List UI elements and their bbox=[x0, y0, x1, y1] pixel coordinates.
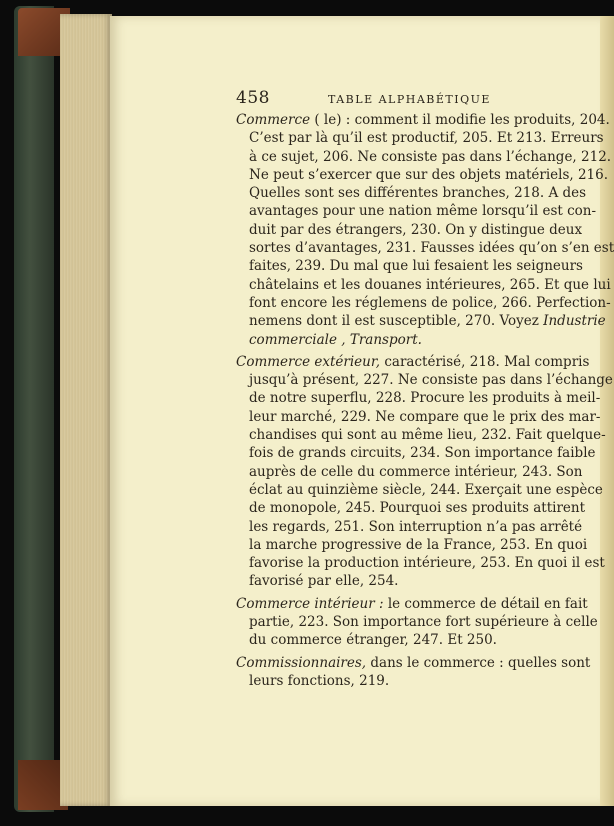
text-run: le commerce de détail en fait bbox=[383, 595, 588, 612]
text-run: Ne peut s’exercer que sur des objets matériels, 216. bbox=[249, 166, 609, 183]
index-line bbox=[236, 184, 587, 202]
index-line bbox=[236, 276, 611, 294]
text-run: ( le) : comment il modifie les produits, 204. bbox=[310, 112, 610, 128]
text-run: favorisé par elle, 254. bbox=[249, 573, 399, 590]
page-edges bbox=[60, 14, 112, 806]
text-run: de notre superflu, 228. Procure les produits à meil- bbox=[249, 390, 601, 407]
page-header bbox=[236, 88, 556, 112]
text-run: du commerce étranger, 247. Et 250. bbox=[249, 632, 497, 649]
index-entry bbox=[236, 353, 613, 591]
text-run: leurs fonctions, 219. bbox=[249, 672, 390, 689]
index-line bbox=[236, 166, 609, 184]
index-line bbox=[236, 353, 590, 371]
index-line bbox=[236, 499, 586, 517]
index-line bbox=[236, 257, 583, 275]
index-line bbox=[236, 129, 604, 147]
index-line bbox=[236, 631, 552, 649]
text-run: à ce sujet, 206. Ne consiste pas dans l’échange, 212. bbox=[249, 148, 612, 165]
italic-text: Commerce intérieur : bbox=[236, 595, 384, 612]
text-run: faites, 239. Du mal que lui fesaient les seigneurs bbox=[249, 258, 583, 275]
index-line bbox=[236, 613, 598, 631]
text-run: chandises qui sont au même lieu, 232. Fait quelque- bbox=[249, 427, 606, 444]
index-entry bbox=[236, 111, 614, 349]
index-line bbox=[236, 444, 596, 462]
index-line bbox=[236, 111, 610, 129]
italic-text: Commissionnaires, bbox=[236, 654, 367, 671]
text-run: Quelles sont ses différentes branches, 218. A des bbox=[249, 185, 587, 202]
text-run: châtelains et les douanes intérieures, 265. Et que lui bbox=[249, 276, 611, 293]
index-entry bbox=[236, 595, 598, 650]
index-line bbox=[236, 426, 606, 444]
text-run: la marche progressive de la France, 253. En quoi bbox=[249, 536, 588, 553]
italic-text: Industrie bbox=[543, 313, 606, 330]
index-text bbox=[236, 111, 614, 690]
italic-text: Commerce extérieur, bbox=[236, 353, 381, 370]
index-entry bbox=[236, 654, 591, 691]
index-line bbox=[236, 239, 614, 257]
index-line bbox=[236, 481, 603, 499]
index-line bbox=[236, 148, 612, 166]
text-run: duit par des étrangers, 230. On y distingue deux bbox=[249, 221, 583, 238]
italic-text: Commerce bbox=[236, 112, 311, 128]
index-line bbox=[236, 371, 613, 389]
index-line bbox=[236, 595, 588, 613]
text-run: sortes d’avantages, 231. Fausses idées qu’on s’en est bbox=[249, 240, 614, 257]
text-run: C’est par là qu’il est productif, 205. Et 213. Erreurs bbox=[249, 130, 604, 147]
text-run: de monopole, 245. Pourquoi ses produits attirent bbox=[249, 500, 586, 517]
index-line bbox=[236, 463, 583, 481]
text-run: dans le commerce : quelles sont bbox=[366, 654, 591, 671]
text-run: avantages pour une nation même lorsqu’il est con- bbox=[249, 203, 597, 220]
text-run: caractérisé, 218. Mal compris bbox=[380, 353, 590, 370]
text-run: jusqu’à présent, 227. Ne consiste pas dans l’échange bbox=[249, 372, 613, 389]
index-line bbox=[236, 572, 552, 590]
text-run: leur marché, 229. Ne compare que le prix des mar- bbox=[249, 408, 601, 425]
text-run: partie, 223. Son importance fort supérieure à celle bbox=[249, 614, 598, 631]
index-line bbox=[236, 408, 601, 426]
index-line bbox=[236, 672, 552, 690]
page-number: 458 bbox=[236, 88, 270, 108]
running-title: TABLE ALPHABÉTIQUE bbox=[328, 93, 491, 106]
index-line bbox=[236, 294, 611, 312]
italic-text: commerciale , Transport. bbox=[249, 331, 422, 348]
index-line bbox=[236, 331, 552, 349]
index-line bbox=[236, 389, 601, 407]
text-run: les regards, 251. Son interruption n’a pas arrêté bbox=[249, 518, 583, 535]
index-line bbox=[236, 312, 606, 330]
index-line bbox=[236, 518, 583, 536]
index-line bbox=[236, 536, 588, 554]
text-run: auprès de celle du commerce intérieur, 243. Son bbox=[249, 463, 583, 480]
index-line bbox=[236, 554, 605, 572]
index-line bbox=[236, 221, 583, 239]
text-run: nemens dont il est susceptible, 270. Voyez bbox=[249, 313, 544, 330]
text-run: font encore les réglemens de police, 266. Perfection- bbox=[249, 294, 611, 311]
book-cover bbox=[14, 6, 54, 812]
index-line bbox=[236, 202, 597, 220]
index-line bbox=[236, 654, 591, 672]
text-run: éclat au quinzième siècle, 244. Exerçait une espèce bbox=[249, 481, 603, 498]
text-run: favorise la production intérieure, 253. En quoi il est bbox=[249, 555, 605, 572]
text-run: fois de grands circuits, 234. Son importance faible bbox=[249, 445, 596, 462]
